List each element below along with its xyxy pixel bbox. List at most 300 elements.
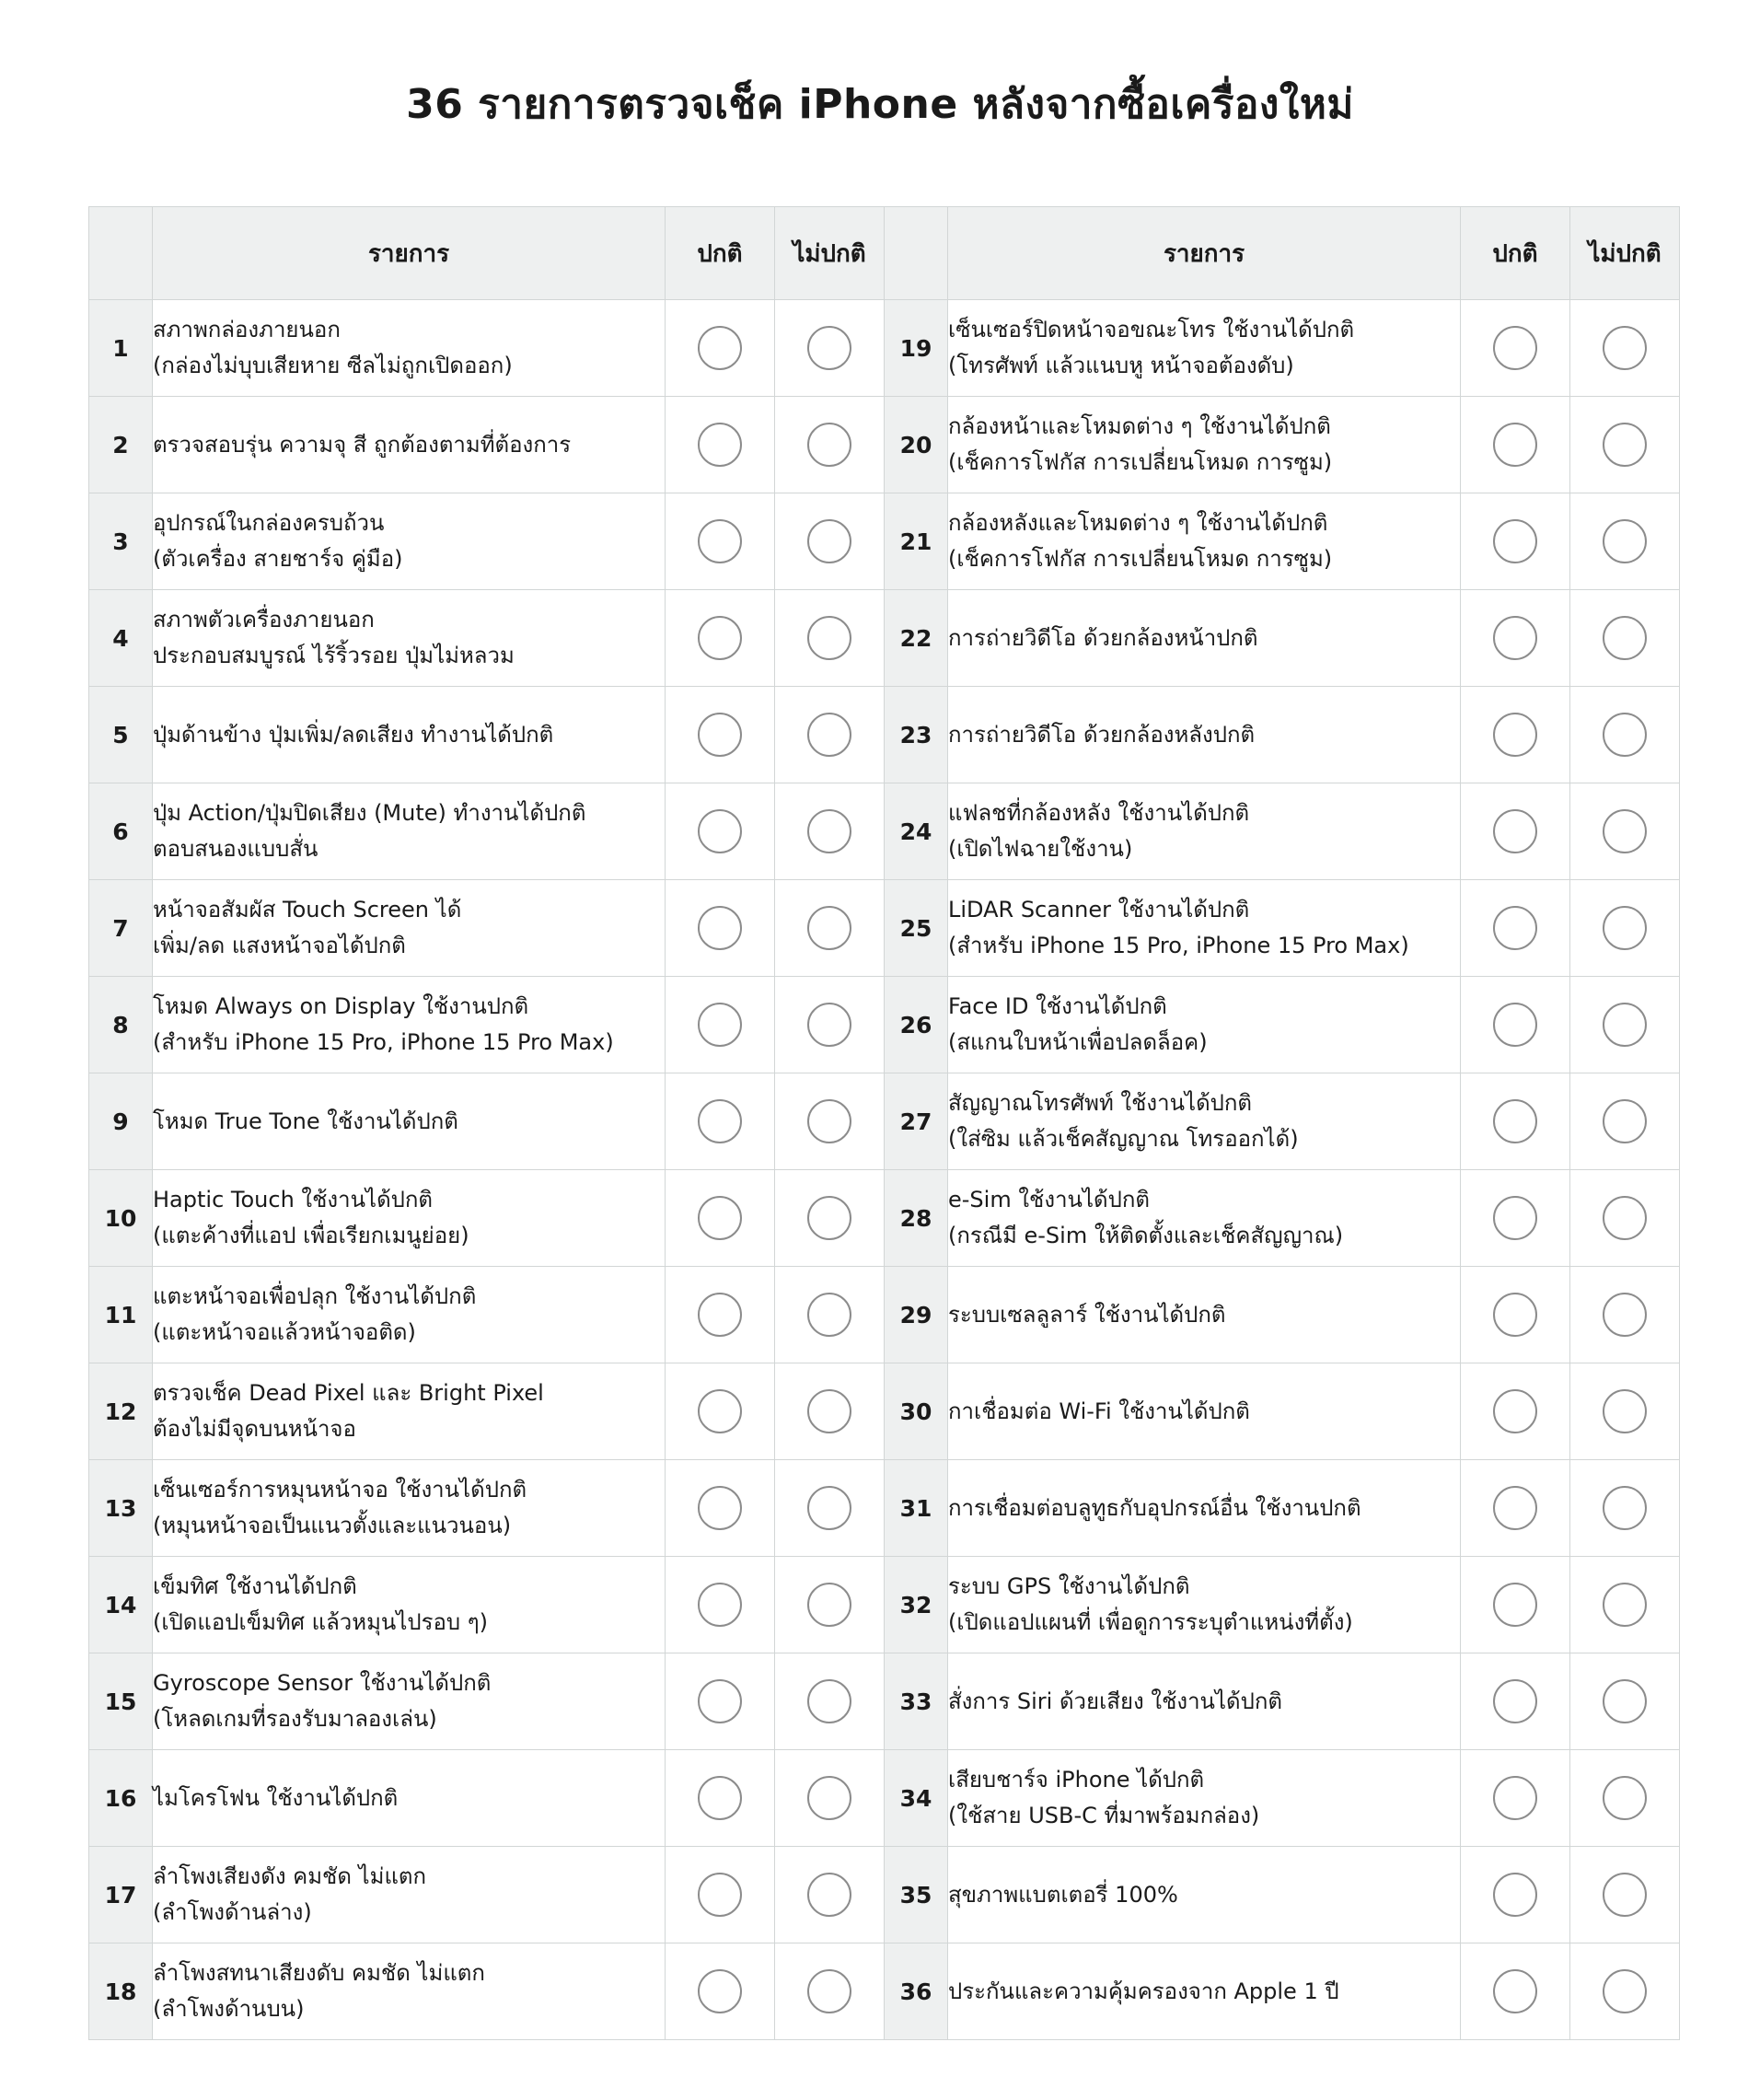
abnormal-checkbox[interactable] <box>1603 713 1647 757</box>
abnormal-checkbox[interactable] <box>807 1196 851 1240</box>
checklist-item <box>948 783 1461 880</box>
normal-checkbox[interactable] <box>698 326 742 370</box>
item-text: ลำโพงเสียงดัง คมชัด ไม่แตก <box>153 1863 427 1889</box>
item-text: กล้องหน้าและโหมดต่าง ๆ ใช้งานได้ปกติ <box>948 413 1331 439</box>
abnormal-checkbox[interactable] <box>1603 1583 1647 1627</box>
table-row <box>89 1170 1680 1267</box>
checklist-item <box>153 880 666 977</box>
item-number: 23 <box>885 687 948 783</box>
abnormal-checkbox[interactable] <box>807 326 851 370</box>
table-row <box>89 1267 1680 1363</box>
checklist-item <box>153 687 666 783</box>
checklist-item <box>153 1653 666 1750</box>
abnormal-cell <box>775 300 885 397</box>
item-subtext: (เปิดไฟฉายใช้งาน) <box>948 836 1133 862</box>
abnormal-cell <box>1570 1847 1680 1943</box>
abnormal-cell <box>1570 977 1680 1073</box>
item-number: 25 <box>885 880 948 977</box>
normal-checkbox[interactable] <box>698 423 742 467</box>
checklist-item <box>948 300 1461 397</box>
abnormal-cell <box>1570 300 1680 397</box>
item-number: 7 <box>89 880 153 977</box>
header-item-left: รายการ <box>153 207 666 300</box>
normal-checkbox[interactable] <box>698 1389 742 1433</box>
item-text: ตรวจเช็ค Dead Pixel และ Bright Pixel <box>153 1380 544 1406</box>
abnormal-checkbox[interactable] <box>807 1003 851 1047</box>
abnormal-checkbox[interactable] <box>807 713 851 757</box>
normal-cell <box>1461 493 1570 590</box>
checklist-item <box>948 1943 1461 2040</box>
abnormal-cell <box>1570 1750 1680 1847</box>
item-subtext: (ตัวเครื่อง สายชาร์จ คู่มือ) <box>153 546 403 572</box>
item-number: 18 <box>89 1943 153 2040</box>
normal-checkbox[interactable] <box>698 713 742 757</box>
item-number: 17 <box>89 1847 153 1943</box>
abnormal-cell <box>1570 1557 1680 1653</box>
item-text: LiDAR Scanner ใช้งานได้ปกติ <box>948 897 1250 922</box>
item-text: ระบบเซลลูลาร์ ใช้งานได้ปกติ <box>948 1301 1226 1328</box>
normal-checkbox[interactable] <box>1493 1969 1537 2013</box>
normal-cell <box>1461 1943 1570 2040</box>
checklist-item <box>153 1267 666 1363</box>
page-title: 36 รายการตรวจเช็ค iPhone หลังจากซื้อเครื่องใหม่ <box>406 81 1354 128</box>
checklist-item <box>153 1750 666 1847</box>
normal-cell <box>666 1267 775 1363</box>
table-row <box>89 397 1680 493</box>
table-row <box>89 1460 1680 1557</box>
abnormal-checkbox[interactable] <box>807 906 851 950</box>
item-subtext: (ลำโพงด้านล่าง) <box>153 1899 312 1925</box>
abnormal-checkbox[interactable] <box>1603 326 1647 370</box>
item-text: กล้องหลังและโหมดต่าง ๆ ใช้งานได้ปกติ <box>948 510 1328 536</box>
normal-cell <box>666 1653 775 1750</box>
checklist-item <box>153 493 666 590</box>
header-row <box>89 207 1680 300</box>
checklist-item <box>948 1170 1461 1267</box>
checklist-item <box>948 977 1461 1073</box>
normal-cell <box>666 783 775 880</box>
normal-cell <box>1461 1460 1570 1557</box>
abnormal-cell <box>775 493 885 590</box>
checklist-item <box>948 1460 1461 1557</box>
item-subtext: เพิ่ม/ลด แสงหน้าจอได้ปกติ <box>153 933 406 958</box>
normal-checkbox[interactable] <box>698 1583 742 1627</box>
item-number: 15 <box>89 1653 153 1750</box>
item-text: เซ็นเซอร์ปิดหน้าจอขณะโทร ใช้งานได้ปกติ <box>948 317 1355 342</box>
normal-checkbox[interactable] <box>1493 423 1537 467</box>
item-text: ปุ่มด้านข้าง ปุ่มเพิ่ม/ลดเสียง ทำงานได้ปกติ <box>153 721 554 748</box>
normal-cell <box>1461 1557 1570 1653</box>
header-item-right: รายการ <box>948 207 1461 300</box>
normal-cell <box>1461 590 1570 687</box>
normal-cell <box>666 1460 775 1557</box>
normal-checkbox[interactable] <box>698 809 742 853</box>
normal-cell <box>666 687 775 783</box>
abnormal-checkbox[interactable] <box>1603 1776 1647 1820</box>
item-subtext: (เปิดแอปเข็มทิศ แล้วหมุนไปรอบ ๆ) <box>153 1609 489 1635</box>
checklist-item <box>948 590 1461 687</box>
abnormal-checkbox[interactable] <box>807 616 851 660</box>
abnormal-checkbox[interactable] <box>807 1293 851 1337</box>
item-text: ไมโครโฟน ใช้งานได้ปกติ <box>153 1784 399 1811</box>
item-text: ระบบ GPS ใช้งานได้ปกติ <box>948 1573 1190 1599</box>
abnormal-cell <box>1570 1460 1680 1557</box>
checklist-item <box>948 397 1461 493</box>
item-number: 22 <box>885 590 948 687</box>
item-number: 30 <box>885 1363 948 1460</box>
normal-cell <box>666 1557 775 1653</box>
header-normal-right: ปกติ <box>1461 207 1570 300</box>
item-text: สั่งการ Siri ด้วยเสียง ใช้งานได้ปกติ <box>948 1688 1282 1714</box>
abnormal-checkbox[interactable] <box>1603 1679 1647 1723</box>
abnormal-checkbox[interactable] <box>807 519 851 563</box>
normal-checkbox[interactable] <box>698 1969 742 2013</box>
normal-cell <box>666 493 775 590</box>
table-row <box>89 880 1680 977</box>
abnormal-cell <box>775 1653 885 1750</box>
normal-checkbox[interactable] <box>1493 1389 1537 1433</box>
item-number: 16 <box>89 1750 153 1847</box>
abnormal-cell <box>1570 687 1680 783</box>
item-number: 20 <box>885 397 948 493</box>
abnormal-cell <box>1570 880 1680 977</box>
normal-checkbox[interactable] <box>698 1003 742 1047</box>
abnormal-cell <box>775 687 885 783</box>
abnormal-checkbox[interactable] <box>1603 1293 1647 1337</box>
item-number: 14 <box>89 1557 153 1653</box>
checklist-item <box>948 1267 1461 1363</box>
normal-cell <box>1461 1653 1570 1750</box>
abnormal-cell <box>1570 1170 1680 1267</box>
header-num-left <box>89 207 153 300</box>
item-text: Face ID ใช้งานได้ปกติ <box>948 993 1167 1019</box>
abnormal-checkbox[interactable] <box>1603 1969 1647 2013</box>
abnormal-cell <box>1570 1363 1680 1460</box>
table-row <box>89 1943 1680 2040</box>
checklist-item <box>153 397 666 493</box>
table-row <box>89 1073 1680 1170</box>
abnormal-checkbox[interactable] <box>1603 809 1647 853</box>
normal-checkbox[interactable] <box>698 1293 742 1337</box>
item-number: 26 <box>885 977 948 1073</box>
item-number: 27 <box>885 1073 948 1170</box>
normal-cell <box>1461 300 1570 397</box>
abnormal-cell <box>775 1943 885 2040</box>
normal-checkbox[interactable] <box>1493 1486 1537 1530</box>
item-number: 24 <box>885 783 948 880</box>
item-number: 6 <box>89 783 153 880</box>
item-text: สภาพกล่องภายนอก <box>153 317 341 342</box>
abnormal-cell <box>775 1267 885 1363</box>
item-subtext: (โทรศัพท์ แล้วแนบหู หน้าจอต้องดับ) <box>948 353 1294 378</box>
abnormal-cell <box>775 1363 885 1460</box>
checklist-item <box>153 977 666 1073</box>
abnormal-checkbox[interactable] <box>807 809 851 853</box>
checklist-item <box>948 493 1461 590</box>
checklist-item <box>948 687 1461 783</box>
normal-cell <box>666 590 775 687</box>
item-text: ประกันและความคุ้มครองจาก Apple 1 ปี <box>948 1978 1339 2004</box>
item-number: 36 <box>885 1943 948 2040</box>
normal-checkbox[interactable] <box>698 519 742 563</box>
checklist-item <box>153 1943 666 2040</box>
header-num-right <box>885 207 948 300</box>
normal-cell <box>1461 1170 1570 1267</box>
item-number: 5 <box>89 687 153 783</box>
normal-checkbox[interactable] <box>698 906 742 950</box>
item-text: โหมด True Tone ใช้งานได้ปกติ <box>153 1108 458 1134</box>
normal-checkbox[interactable] <box>1493 1679 1537 1723</box>
header-normal-left: ปกติ <box>666 207 775 300</box>
abnormal-checkbox[interactable] <box>807 1873 851 1917</box>
normal-cell <box>666 1750 775 1847</box>
normal-checkbox[interactable] <box>1493 713 1537 757</box>
item-number: 4 <box>89 590 153 687</box>
item-text: หน้าจอสัมผัส Touch Screen ได้ <box>153 897 462 922</box>
abnormal-cell <box>775 1073 885 1170</box>
abnormal-cell <box>1570 590 1680 687</box>
normal-checkbox[interactable] <box>1493 616 1537 660</box>
item-subtext: (กล่องไม่บุบเสียหาย ซีลไม่ถูกเปิดออก) <box>153 353 513 378</box>
table-row <box>89 783 1680 880</box>
normal-cell <box>1461 1073 1570 1170</box>
abnormal-cell <box>775 1170 885 1267</box>
abnormal-cell <box>775 1460 885 1557</box>
table-row <box>89 300 1680 397</box>
item-number: 11 <box>89 1267 153 1363</box>
checklist-item <box>153 1363 666 1460</box>
normal-checkbox[interactable] <box>1493 809 1537 853</box>
item-number: 29 <box>885 1267 948 1363</box>
normal-checkbox[interactable] <box>698 1776 742 1820</box>
item-number: 31 <box>885 1460 948 1557</box>
table-row <box>89 1750 1680 1847</box>
checklist-item <box>153 783 666 880</box>
item-text: เข็มทิศ ใช้งานได้ปกติ <box>153 1573 357 1599</box>
normal-checkbox[interactable] <box>1493 1873 1537 1917</box>
normal-checkbox[interactable] <box>698 1873 742 1917</box>
normal-checkbox[interactable] <box>698 1486 742 1530</box>
checklist-item <box>948 1750 1461 1847</box>
abnormal-checkbox[interactable] <box>807 1389 851 1433</box>
abnormal-checkbox[interactable] <box>1603 1196 1647 1240</box>
item-text: สุขภาพแบตเตอรี่ 100% <box>948 1881 1178 1908</box>
checklist-item <box>153 1073 666 1170</box>
normal-checkbox[interactable] <box>1493 519 1537 563</box>
normal-checkbox[interactable] <box>1493 1196 1537 1240</box>
checklist-item <box>948 1073 1461 1170</box>
item-text: โหมด Always on Display ใช้งานปกติ <box>153 993 529 1019</box>
abnormal-cell <box>775 880 885 977</box>
abnormal-cell <box>775 783 885 880</box>
abnormal-checkbox[interactable] <box>1603 519 1647 563</box>
item-number: 21 <box>885 493 948 590</box>
item-number: 32 <box>885 1557 948 1653</box>
normal-checkbox[interactable] <box>1493 1583 1537 1627</box>
checklist-item <box>948 1847 1461 1943</box>
abnormal-cell <box>775 1557 885 1653</box>
abnormal-cell <box>775 1750 885 1847</box>
item-subtext: (เช็คการโฟกัส การเปลี่ยนโหมด การซูม) <box>948 449 1333 475</box>
item-subtext: (ลำโพงด้านบน) <box>153 1996 305 2022</box>
abnormal-cell <box>1570 1943 1680 2040</box>
table-row <box>89 687 1680 783</box>
item-subtext: (เปิดแอปแผนที่ เพื่อดูการระบุตำแหน่งที่ตั้ง) <box>948 1609 1353 1635</box>
item-subtext: (เช็คการโฟกัส การเปลี่ยนโหมด การซูม) <box>948 546 1333 572</box>
normal-checkbox[interactable] <box>1493 906 1537 950</box>
item-number: 9 <box>89 1073 153 1170</box>
abnormal-checkbox[interactable] <box>1603 423 1647 467</box>
item-subtext: (ใช้สาย USB-C ที่มาพร้อมกล่อง) <box>948 1803 1260 1828</box>
item-subtext: (กรณีมี e-Sim ให้ติดตั้งและเช็คสัญญาณ) <box>948 1223 1344 1248</box>
header-abnormal-left: ไม่ปกติ <box>775 207 885 300</box>
table-row <box>89 1363 1680 1460</box>
abnormal-cell <box>1570 493 1680 590</box>
item-subtext: (สแกนใบหน้าเพื่อปลดล็อค) <box>948 1029 1208 1055</box>
abnormal-checkbox[interactable] <box>807 423 851 467</box>
normal-cell <box>666 977 775 1073</box>
item-subtext: ตอบสนองแบบสั่น <box>153 836 318 862</box>
item-text: Haptic Touch ใช้งานได้ปกติ <box>153 1187 434 1212</box>
item-number: 13 <box>89 1460 153 1557</box>
normal-cell <box>1461 397 1570 493</box>
abnormal-checkbox[interactable] <box>807 1969 851 2013</box>
normal-cell <box>666 1943 775 2040</box>
item-subtext: (แตะหน้าจอแล้วหน้าจอติด) <box>153 1319 416 1345</box>
normal-cell <box>666 1170 775 1267</box>
item-text: เสียบชาร์จ iPhone ได้ปกติ <box>948 1767 1205 1793</box>
abnormal-checkbox[interactable] <box>1603 1099 1647 1143</box>
normal-checkbox[interactable] <box>698 1099 742 1143</box>
table-row <box>89 1557 1680 1653</box>
item-number: 2 <box>89 397 153 493</box>
item-number: 12 <box>89 1363 153 1460</box>
item-number: 33 <box>885 1653 948 1750</box>
item-text: อุปกรณ์ในกล่องครบถ้วน <box>153 510 385 536</box>
item-subtext: (โหลดเกมที่รองรับมาลองเล่น) <box>153 1706 437 1732</box>
header-abnormal-right: ไม่ปกติ <box>1570 207 1680 300</box>
item-number: 28 <box>885 1170 948 1267</box>
normal-cell <box>666 1363 775 1460</box>
item-text: Gyroscope Sensor ใช้งานได้ปกติ <box>153 1670 492 1696</box>
normal-checkbox[interactable] <box>1493 1003 1537 1047</box>
normal-checkbox[interactable] <box>1493 1293 1537 1337</box>
normal-checkbox[interactable] <box>1493 1099 1537 1143</box>
normal-checkbox[interactable] <box>698 1196 742 1240</box>
checklist-item <box>153 1460 666 1557</box>
abnormal-checkbox[interactable] <box>1603 1873 1647 1917</box>
checklist-item <box>948 880 1461 977</box>
item-text: ตรวจสอบรุ่น ความจุ สี ถูกต้องตามที่ต้องการ <box>153 431 572 458</box>
item-text: เซ็นเซอร์การหมุนหน้าจอ ใช้งานได้ปกติ <box>153 1477 527 1502</box>
abnormal-checkbox[interactable] <box>807 1776 851 1820</box>
normal-cell <box>666 397 775 493</box>
normal-checkbox[interactable] <box>698 1679 742 1723</box>
checklist-item <box>948 1557 1461 1653</box>
item-text: กาเชื่อมต่อ Wi-Fi ใช้งานได้ปกติ <box>948 1398 1250 1424</box>
normal-cell <box>1461 1267 1570 1363</box>
abnormal-cell <box>1570 1073 1680 1170</box>
checklist-table <box>88 206 1680 2040</box>
item-number: 10 <box>89 1170 153 1267</box>
item-text: e-Sim ใช้งานได้ปกติ <box>948 1187 1150 1212</box>
checklist-item <box>153 300 666 397</box>
normal-cell <box>1461 880 1570 977</box>
item-text: แตะหน้าจอเพื่อปลุก ใช้งานได้ปกติ <box>153 1283 477 1309</box>
abnormal-cell <box>1570 1267 1680 1363</box>
normal-cell <box>1461 1363 1570 1460</box>
abnormal-checkbox[interactable] <box>807 1583 851 1627</box>
normal-cell <box>666 1073 775 1170</box>
checklist-item <box>153 1170 666 1267</box>
item-subtext: ต้องไม่มีจุดบนหน้าจอ <box>153 1416 356 1442</box>
abnormal-checkbox[interactable] <box>807 1486 851 1530</box>
abnormal-checkbox[interactable] <box>1603 906 1647 950</box>
abnormal-cell <box>775 590 885 687</box>
item-number: 34 <box>885 1750 948 1847</box>
table-row <box>89 493 1680 590</box>
item-number: 35 <box>885 1847 948 1943</box>
abnormal-checkbox[interactable] <box>1603 1389 1647 1433</box>
normal-checkbox[interactable] <box>1493 326 1537 370</box>
abnormal-cell <box>775 397 885 493</box>
item-number: 3 <box>89 493 153 590</box>
abnormal-checkbox[interactable] <box>1603 1003 1647 1047</box>
normal-checkbox[interactable] <box>1493 1776 1537 1820</box>
item-number: 8 <box>89 977 153 1073</box>
abnormal-checkbox[interactable] <box>1603 1486 1647 1530</box>
item-subtext: (แตะค้างที่แอป เพื่อเรียกเมนูย่อย) <box>153 1223 469 1248</box>
table-row <box>89 590 1680 687</box>
checklist-item <box>153 1557 666 1653</box>
checklist-item <box>153 590 666 687</box>
checklist-item <box>153 1847 666 1943</box>
checklist-item <box>948 1653 1461 1750</box>
normal-cell <box>1461 1750 1570 1847</box>
abnormal-cell <box>1570 783 1680 880</box>
normal-cell <box>666 1847 775 1943</box>
abnormal-checkbox[interactable] <box>807 1679 851 1723</box>
item-text: แฟลชที่กล้องหลัง ใช้งานได้ปกติ <box>948 800 1250 826</box>
item-text: การถ่ายวิดีโอ ด้วยกล้องหน้าปกติ <box>948 624 1258 651</box>
item-number: 1 <box>89 300 153 397</box>
abnormal-cell <box>775 977 885 1073</box>
abnormal-checkbox[interactable] <box>1603 616 1647 660</box>
table-row <box>89 977 1680 1073</box>
item-subtext: (ใส่ซิม แล้วเช็คสัญญาณ โทรออกได้) <box>948 1126 1299 1152</box>
normal-cell <box>666 880 775 977</box>
item-subtext: (สำหรับ iPhone 15 Pro, iPhone 15 Pro Max) <box>153 1029 614 1055</box>
normal-cell <box>1461 687 1570 783</box>
item-text: การถ่ายวิดีโอ ด้วยกล้องหลังปกติ <box>948 721 1256 748</box>
item-text: สภาพตัวเครื่องภายนอก <box>153 607 375 632</box>
abnormal-cell <box>1570 397 1680 493</box>
normal-checkbox[interactable] <box>698 616 742 660</box>
item-text: การเชื่อมต่อบลูทูธกับอุปกรณ์อื่น ใช้งานปกติ <box>948 1494 1361 1521</box>
abnormal-cell <box>1570 1653 1680 1750</box>
item-text: ลำโพงสทนาเสียงดับ คมชัด ไม่แตก <box>153 1960 485 1986</box>
normal-cell <box>1461 1847 1570 1943</box>
normal-cell <box>666 300 775 397</box>
abnormal-cell <box>775 1847 885 1943</box>
item-subtext: (สำหรับ iPhone 15 Pro, iPhone 15 Pro Max) <box>948 933 1409 958</box>
abnormal-checkbox[interactable] <box>807 1099 851 1143</box>
item-number: 19 <box>885 300 948 397</box>
table-row <box>89 1847 1680 1943</box>
item-subtext: (หมุนหน้าจอเป็นแนวตั้งและแนวนอน) <box>153 1513 512 1538</box>
item-text: สัญญาณโทรศัพท์ ใช้งานได้ปกติ <box>948 1090 1253 1116</box>
table-row <box>89 1653 1680 1750</box>
